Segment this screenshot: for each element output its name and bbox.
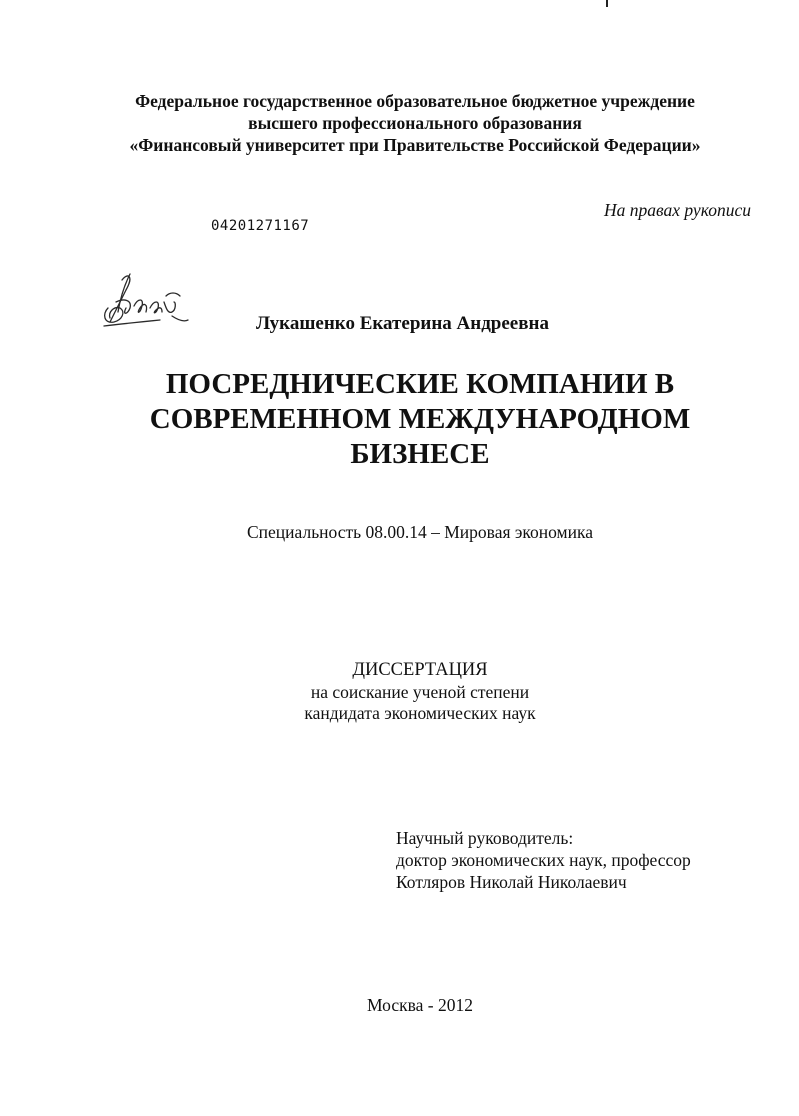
title-line: ПОСРЕДНИЧЕСКИЕ КОМПАНИИ В bbox=[165, 368, 675, 400]
supervisor-degree: доктор экономических наук, профессор bbox=[396, 850, 691, 870]
title-line: БИЗНЕСЕ bbox=[350, 438, 490, 470]
institution-line: «Финансовый университет при Правительстве Российской Федерации» bbox=[129, 135, 701, 155]
supervisor-name: Котляров Николай Николаевич bbox=[396, 872, 627, 892]
institution-line: высшего профессионального образования bbox=[248, 113, 582, 133]
dissertation-title bbox=[0, 367, 799, 472]
degree-line: кандидата экономических наук bbox=[304, 703, 536, 723]
supervisor-block bbox=[396, 827, 691, 893]
signature-icon bbox=[100, 268, 192, 340]
catalog-code: 04201271167 bbox=[211, 218, 310, 234]
degree-block bbox=[0, 658, 799, 724]
city-year: Москва - 2012 bbox=[367, 995, 473, 1015]
rights-note: На правах рукописи bbox=[604, 200, 751, 220]
degree-line: на соискание ученой степени bbox=[310, 682, 530, 702]
institution-line: Федеральное государственное образовательное бюджетное учреждение bbox=[135, 91, 695, 111]
institution-header bbox=[0, 90, 799, 156]
degree-title: ДИССЕРТАЦИЯ bbox=[352, 660, 488, 680]
supervisor-label: Научный руководитель: bbox=[396, 828, 574, 848]
author-name: Лукашенко Екатерина Андреевна bbox=[256, 313, 549, 334]
title-line: СОВРЕМЕННОМ МЕЖДУНАРОДНОМ bbox=[149, 403, 691, 435]
specialty: Специальность 08.00.14 – Мировая экономика bbox=[247, 522, 593, 542]
scan-corner-mark bbox=[606, 0, 608, 7]
